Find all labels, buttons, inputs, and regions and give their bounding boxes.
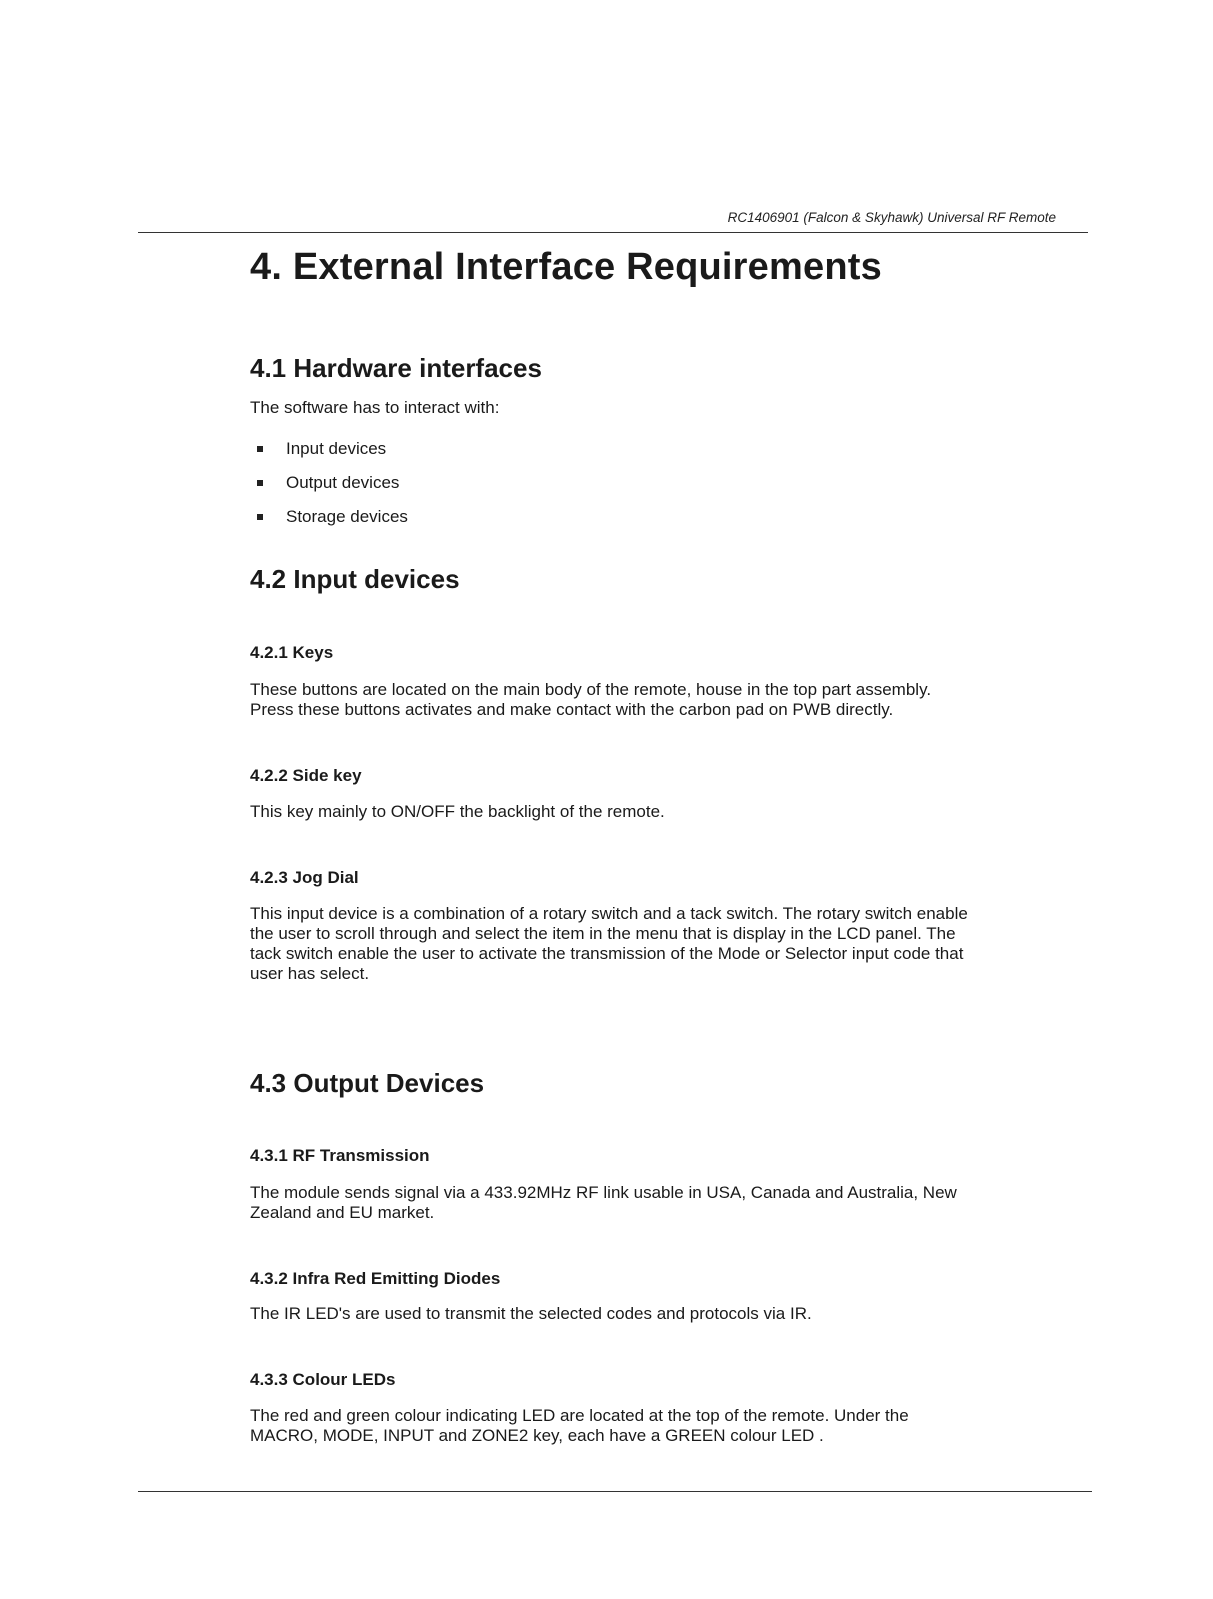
text-line: the user to scroll through and select the item in the menu that is display in the LCD panel. The bbox=[250, 924, 956, 943]
section-heading-4-1: 4.1 Hardware interfaces bbox=[250, 353, 542, 383]
list-item-label: Output devices bbox=[286, 473, 400, 492]
text-line: These buttons are located on the main body of the remote, house in the top part assembly. bbox=[250, 680, 932, 699]
text-line: The module sends signal via a 433.92MHz RF link usable in USA, Canada and Australia, New bbox=[250, 1183, 957, 1202]
text-line: MACRO, MODE, INPUT and ZONE2 key, each have a GREEN colour LED . bbox=[250, 1426, 824, 1445]
subsection-4-2-1-body bbox=[250, 680, 1090, 720]
list-item bbox=[250, 466, 408, 500]
subsection-heading-4-2-2: 4.2.2 Side key bbox=[250, 766, 362, 785]
text-line: The IR LED's are used to transmit the selected codes and protocols via IR. bbox=[250, 1304, 812, 1323]
text-line: Zealand and EU market. bbox=[250, 1203, 435, 1222]
text-line: user has select. bbox=[250, 964, 370, 983]
subsection-heading-4-2-1: 4.2.1 Keys bbox=[250, 643, 334, 662]
bullet-icon bbox=[257, 446, 263, 452]
section-heading-4-2: 4.2 Input devices bbox=[250, 564, 460, 594]
running-header: RC1406901 (Falcon & Skyhawk) Universal RF Remote bbox=[727, 210, 1056, 225]
subsection-heading-4-2-3: 4.2.3 Jog Dial bbox=[250, 868, 359, 887]
text-line: This input device is a combination of a rotary switch and a tack switch. The rotary switch enable bbox=[250, 904, 968, 923]
text-line: tack switch enable the user to activate the transmission of the Mode or Selector input code that bbox=[250, 944, 964, 963]
text-line: Press these buttons activates and make contact with the carbon pad on PWB directly. bbox=[250, 700, 894, 719]
section-4-1-intro: The software has to interact with: bbox=[250, 398, 500, 417]
subsection-heading-4-3-1: 4.3.1 RF Transmission bbox=[250, 1146, 430, 1165]
subsection-4-3-1-body bbox=[250, 1183, 1090, 1223]
subsection-heading-4-3-2: 4.3.2 Infra Red Emitting Diodes bbox=[250, 1269, 501, 1288]
list-item bbox=[250, 500, 408, 534]
list-item-label: Input devices bbox=[286, 439, 387, 458]
bullet-icon bbox=[257, 480, 263, 486]
subsection-4-3-3-body bbox=[250, 1406, 1090, 1446]
text-line: This key mainly to ON/OFF the backlight of the remote. bbox=[250, 802, 665, 821]
chapter-title: 4. External Interface Requirements bbox=[250, 246, 882, 288]
subsection-4-2-3-body bbox=[250, 904, 1090, 984]
section-heading-4-3: 4.3 Output Devices bbox=[250, 1068, 485, 1098]
interface-list bbox=[250, 432, 408, 534]
subsection-heading-4-3-3: 4.3.3 Colour LEDs bbox=[250, 1370, 396, 1389]
footer-rule bbox=[138, 1491, 1092, 1492]
header-rule bbox=[138, 232, 1088, 233]
subsection-4-3-2-body bbox=[250, 1304, 1090, 1324]
list-item-label: Storage devices bbox=[286, 507, 408, 526]
text-line: The red and green colour indicating LED are located at the top of the remote. Under the bbox=[250, 1406, 909, 1425]
list-item bbox=[250, 432, 408, 466]
bullet-icon bbox=[257, 514, 263, 520]
subsection-4-2-2-body bbox=[250, 802, 1090, 822]
